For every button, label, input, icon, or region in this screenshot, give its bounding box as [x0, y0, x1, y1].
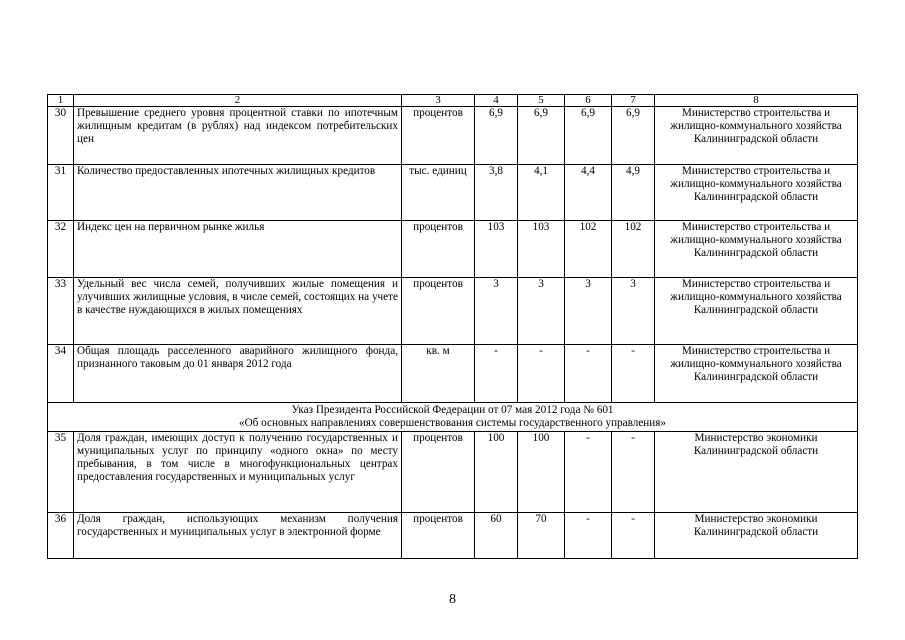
row-number: 33 — [48, 278, 74, 345]
indicator-description: Количество предоставленных ипотечных жилищных кредитов — [74, 165, 402, 221]
table-row — [48, 278, 858, 345]
column-header: 1 — [48, 95, 74, 107]
column-header: 4 — [475, 95, 518, 107]
value-cell: - — [565, 513, 612, 559]
value-cell: 103 — [475, 221, 518, 278]
unit-cell: процентов — [402, 221, 475, 278]
value-cell: 3 — [518, 278, 565, 345]
responsible-ministry: Министерство экономики Калининградской области — [655, 513, 858, 559]
responsible-ministry: Министерство строительства и жилищно-коммунального хозяйства Калининградской области — [655, 278, 858, 345]
indicators-table — [47, 94, 858, 559]
indicator-description: Доля граждан, имеющих доступ к получению государственных и муниципальных услуг по принципу «одного окна» по месту пребывания, в том числе в многофункциональных центрах предоставления государственных и муниципальных услуг — [74, 432, 402, 513]
row-number: 36 — [48, 513, 74, 559]
column-header: 3 — [402, 95, 475, 107]
table-row — [48, 107, 858, 165]
table-header-row — [48, 95, 858, 107]
indicator-description: Индекс цен на первичном рынке жилья — [74, 221, 402, 278]
value-cell: 4,4 — [565, 165, 612, 221]
value-cell: - — [475, 345, 518, 403]
value-cell: 100 — [475, 432, 518, 513]
value-cell: 6,9 — [518, 107, 565, 165]
responsible-ministry: Министерство строительства и жилищно-коммунального хозяйства Калининградской области — [655, 345, 858, 403]
indicator-description: Общая площадь расселенного аварийного жилищного фонда, признанного таковым до 01 января 2012 года — [74, 345, 402, 403]
value-cell: 6,9 — [565, 107, 612, 165]
unit-cell: процентов — [402, 513, 475, 559]
value-cell: 6,9 — [475, 107, 518, 165]
value-cell: 103 — [518, 221, 565, 278]
value-cell: 102 — [565, 221, 612, 278]
indicator-description: Превышение среднего уровня процентной ставки по ипотечным жилищным кредитам (в рублях) над индексом потребительских цен — [74, 107, 402, 165]
value-cell: - — [518, 345, 565, 403]
value-cell: - — [565, 345, 612, 403]
value-cell: - — [612, 345, 655, 403]
unit-cell: тыс. единиц — [402, 165, 475, 221]
row-number: 34 — [48, 345, 74, 403]
row-number: 31 — [48, 165, 74, 221]
column-header: 5 — [518, 95, 565, 107]
row-number: 30 — [48, 107, 74, 165]
value-cell: 3 — [475, 278, 518, 345]
page-number: 8 — [449, 592, 456, 607]
table-row — [48, 513, 858, 559]
value-cell: - — [612, 513, 655, 559]
column-header: 6 — [565, 95, 612, 107]
unit-cell: кв. м — [402, 345, 475, 403]
value-cell: 6,9 — [612, 107, 655, 165]
value-cell: 3 — [565, 278, 612, 345]
value-cell: - — [565, 432, 612, 513]
indicator-description: Доля граждан, использующих механизм получения государственных и муниципальных услуг в электронной форме — [74, 513, 402, 559]
section-heading-row — [48, 403, 858, 432]
unit-cell: процентов — [402, 107, 475, 165]
responsible-ministry: Министерство экономики Калининградской области — [655, 432, 858, 513]
responsible-ministry: Министерство строительства и жилищно-коммунального хозяйства Калининградской области — [655, 221, 858, 278]
responsible-ministry: Министерство строительства и жилищно-коммунального хозяйства Калининградской области — [655, 165, 858, 221]
value-cell: - — [612, 432, 655, 513]
value-cell: 70 — [518, 513, 565, 559]
responsible-ministry: Министерство строительства и жилищно-коммунального хозяйства Калининградской области — [655, 107, 858, 165]
column-header: 7 — [612, 95, 655, 107]
indicator-description: Удельный вес числа семей, получивших жилые помещения и улучивших жилищные условия, в числе семей, состоящих на учете в качестве нуждающихся в жилых помещениях — [74, 278, 402, 345]
value-cell: 3,8 — [475, 165, 518, 221]
column-header: 2 — [74, 95, 402, 107]
table-row — [48, 165, 858, 221]
table-row — [48, 221, 858, 278]
table-row — [48, 432, 858, 513]
value-cell: 60 — [475, 513, 518, 559]
section-heading-line1: Указ Президента Российской Федерации от 07 мая 2012 года № 601 — [291, 404, 614, 416]
section-heading-line2: «Об основных направлениях совершенствования системы государственного управления» — [238, 417, 667, 429]
value-cell: 4,9 — [612, 165, 655, 221]
row-number: 32 — [48, 221, 74, 278]
value-cell: 100 — [518, 432, 565, 513]
table-row — [48, 345, 858, 403]
column-header: 8 — [655, 95, 858, 107]
value-cell: 4,1 — [518, 165, 565, 221]
unit-cell: процентов — [402, 278, 475, 345]
section-heading — [48, 403, 858, 432]
unit-cell: процентов — [402, 432, 475, 513]
row-number: 35 — [48, 432, 74, 513]
value-cell: 3 — [612, 278, 655, 345]
value-cell: 102 — [612, 221, 655, 278]
